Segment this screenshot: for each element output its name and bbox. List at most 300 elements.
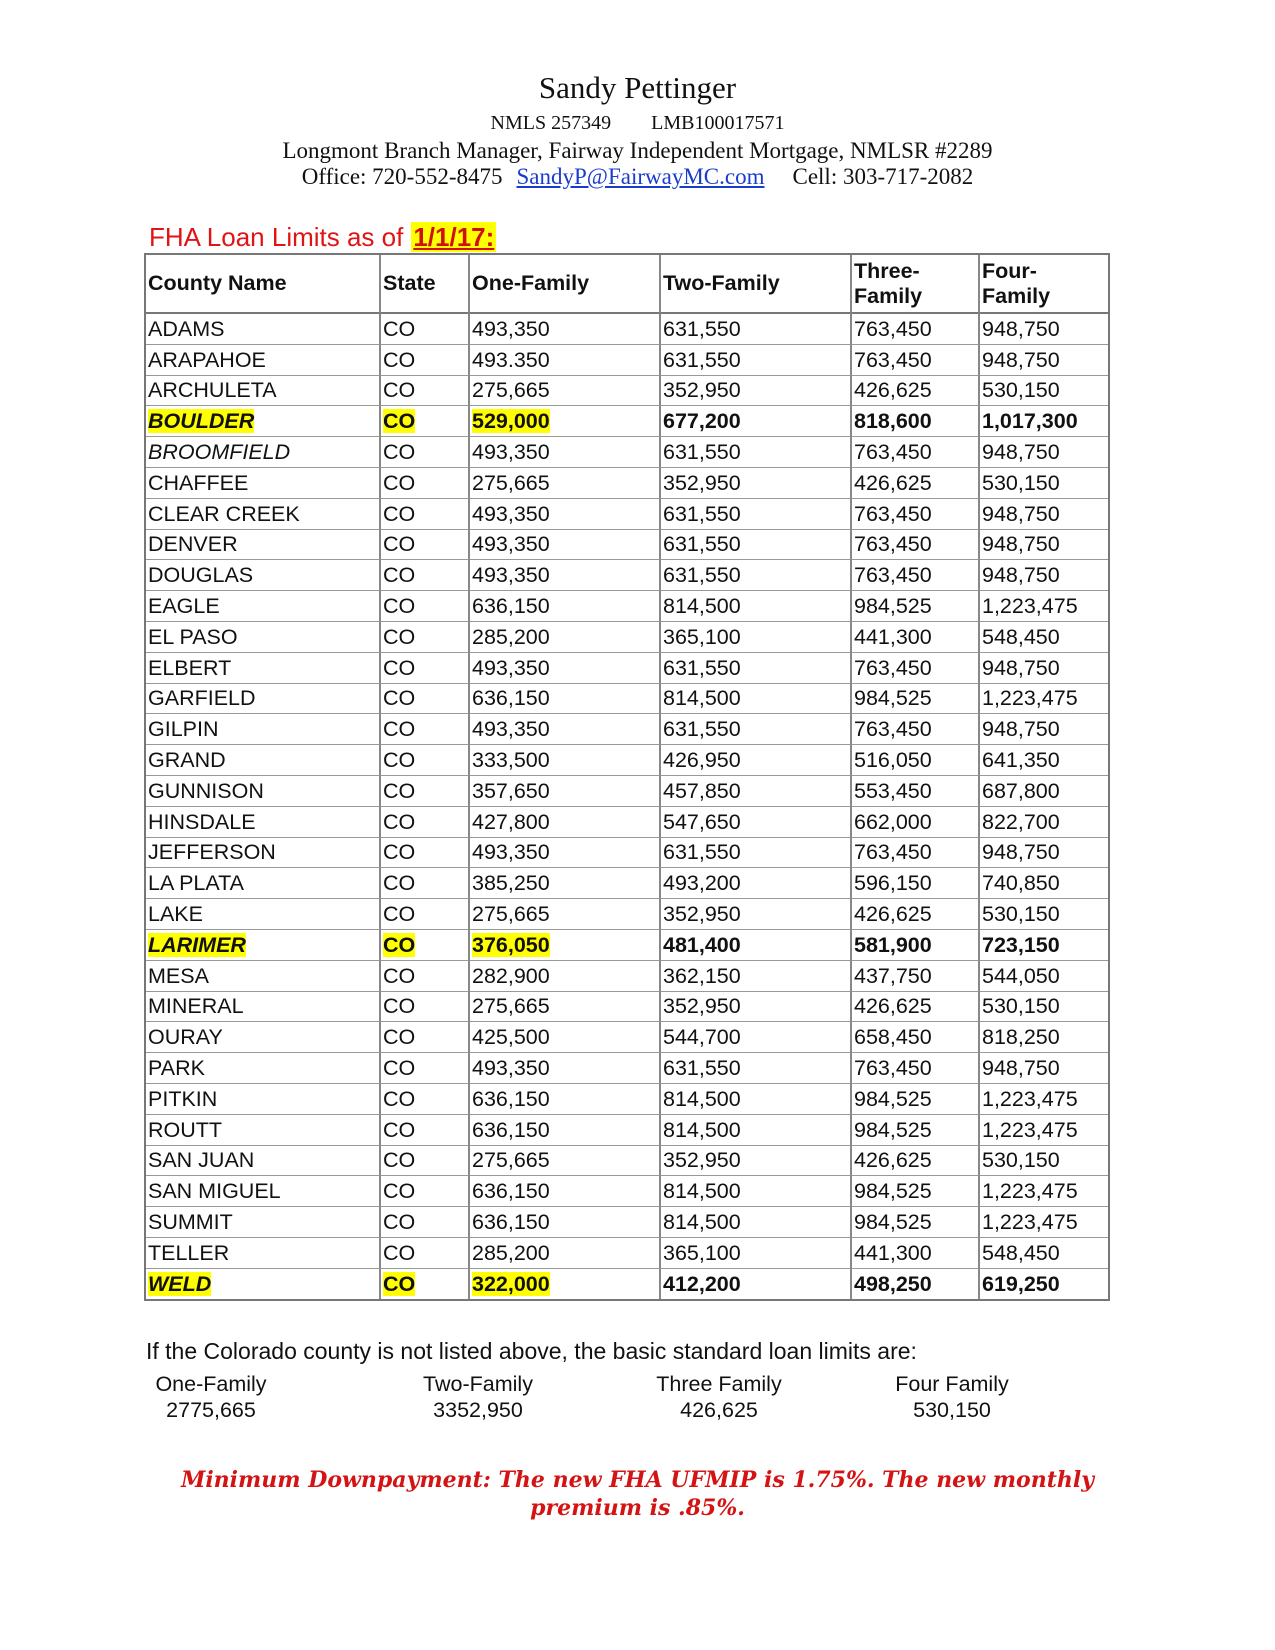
state-cell	[381, 560, 470, 591]
county-cell	[146, 653, 381, 684]
two-family-cell	[661, 807, 852, 838]
three-family-cell	[852, 714, 980, 745]
cell-text: ARCHULETA	[148, 378, 277, 403]
cell-text: 376,050	[472, 932, 550, 957]
cell-text: GARFIELD	[148, 686, 256, 711]
email-link[interactable]: SandyP@FairwayMC.com	[516, 164, 765, 189]
three-family-cell	[852, 1115, 980, 1146]
county-cell	[146, 776, 381, 807]
two-family-cell	[661, 1207, 852, 1238]
one-family-cell	[470, 714, 661, 745]
two-family-cell	[661, 838, 852, 869]
four-family-cell	[980, 314, 1108, 345]
table-row	[146, 314, 1108, 345]
cell-text: ARAPAHOE	[148, 347, 266, 372]
table-row	[146, 807, 1108, 838]
three-family-cell	[852, 1146, 980, 1177]
header-three-family	[852, 255, 980, 314]
cell-text: 385,250	[472, 871, 550, 896]
cell-text: 493,350	[472, 1056, 550, 1081]
one-family-cell	[470, 807, 661, 838]
cell-text: 282,900	[472, 963, 550, 988]
three-family-cell	[852, 345, 980, 376]
three-family-cell	[852, 930, 980, 961]
nmls-number: NMLS 257349	[490, 112, 612, 134]
cell-text: CO	[383, 809, 416, 834]
table-row	[146, 1146, 1108, 1177]
cell-text: 948,750	[982, 840, 1060, 865]
cell-text: TELLER	[148, 1240, 230, 1265]
cell-text: CO	[383, 932, 416, 957]
cell-text: 481,400	[663, 932, 741, 957]
cell-text: 493,350	[472, 563, 550, 588]
cell-text: 984,525	[854, 1117, 932, 1142]
two-family-cell	[661, 345, 852, 376]
cell-text: 619,250	[982, 1271, 1060, 1296]
cell-text: 814,500	[663, 1117, 741, 1142]
cell-text: 285,200	[472, 1240, 550, 1265]
header-four-family	[980, 255, 1108, 314]
cell-text: 948,750	[982, 316, 1060, 341]
cell-text: DENVER	[148, 532, 238, 557]
one-family-cell	[470, 499, 661, 530]
cell-text: ROUTT	[148, 1117, 223, 1142]
county-cell	[146, 468, 381, 499]
cell-text: 984,525	[854, 594, 932, 619]
downpayment-line2: premium is .85%.	[530, 1495, 745, 1521]
license-numbers	[0, 112, 1275, 135]
one-family-cell	[470, 560, 661, 591]
four-family-cell	[980, 776, 1108, 807]
two-family-cell	[661, 622, 852, 653]
cell-text: 529,000	[472, 409, 550, 434]
page-title	[149, 222, 496, 253]
table-row	[146, 1053, 1108, 1084]
cell-text: CO	[383, 316, 416, 341]
cell-text: 631,550	[663, 840, 741, 865]
cell-text: SAN MIGUEL	[148, 1179, 281, 1204]
county-cell	[146, 1238, 381, 1269]
cell-text: 814,500	[663, 1210, 741, 1234]
cell-text: 437,750	[854, 963, 932, 988]
state-cell	[381, 1207, 470, 1238]
cell-text: CO	[383, 1086, 416, 1111]
cell-text: 984,525	[854, 686, 932, 711]
state-cell	[381, 745, 470, 776]
two-family-cell	[661, 961, 852, 992]
four-family-cell	[980, 437, 1108, 468]
state-cell	[381, 345, 470, 376]
two-family-cell	[661, 376, 852, 407]
three-family-cell	[852, 1084, 980, 1115]
cell-text: 636,150	[472, 1179, 550, 1204]
three-family-cell	[852, 314, 980, 345]
three-family-cell	[852, 1022, 980, 1053]
cell-text: 636,150	[472, 1210, 550, 1234]
two-family-cell	[661, 1115, 852, 1146]
table-row	[146, 1115, 1108, 1146]
cell-text: 426,950	[663, 748, 741, 773]
cell-text: 530,150	[982, 378, 1060, 403]
cell-text: 631,550	[663, 563, 741, 588]
header-two-family: Two-Family	[661, 255, 852, 314]
three-family-cell	[852, 468, 980, 499]
one-family-cell	[470, 622, 661, 653]
cell-text: 641,350	[982, 748, 1060, 773]
three-family-cell	[852, 376, 980, 407]
one-family-cell	[470, 653, 661, 684]
header-three-line2: Family	[854, 283, 923, 308]
table-row	[146, 1207, 1108, 1238]
one-family-cell	[470, 776, 661, 807]
table-row	[146, 376, 1108, 407]
county-cell	[146, 1115, 381, 1146]
state-cell	[381, 776, 470, 807]
cell-text: 365,100	[663, 624, 741, 649]
standard-col-four	[877, 1371, 1027, 1423]
cell-text: MINERAL	[148, 994, 244, 1019]
two-family-cell	[661, 530, 852, 561]
two-family-cell	[661, 1146, 852, 1177]
state-cell	[381, 499, 470, 530]
cell-text: GRAND	[148, 748, 226, 773]
cell-text: 596,150	[854, 871, 932, 896]
table-row	[146, 1176, 1108, 1207]
county-cell	[146, 437, 381, 468]
state-cell	[381, 838, 470, 869]
state-cell	[381, 899, 470, 930]
cell-text: 723,150	[982, 932, 1060, 957]
four-family-cell	[980, 684, 1108, 715]
title-text: FHA Loan Limits as of	[149, 222, 404, 252]
county-cell	[146, 1084, 381, 1115]
table-row	[146, 745, 1108, 776]
one-family-cell	[470, 1176, 661, 1207]
two-family-cell	[661, 499, 852, 530]
cell-text: 530,150	[982, 994, 1060, 1019]
cell-text: 948,750	[982, 347, 1060, 372]
one-family-cell	[470, 406, 661, 437]
county-cell	[146, 314, 381, 345]
cell-text: HINSDALE	[148, 809, 256, 834]
one-family-cell	[470, 1146, 661, 1177]
cell-text: CO	[383, 378, 416, 403]
cell-text: 493,350	[472, 440, 550, 465]
county-cell	[146, 745, 381, 776]
cell-text: 763,450	[854, 840, 932, 865]
standard-col-two	[413, 1371, 543, 1423]
cell-text: 814,500	[663, 686, 741, 711]
standard-value: 3352,950	[433, 1398, 523, 1422]
cell-text: CO	[383, 501, 416, 526]
cell-text: 441,300	[854, 1240, 932, 1265]
cell-text: CO	[383, 748, 416, 773]
cell-text: 530,150	[982, 1148, 1060, 1173]
cell-text: 1,223,475	[982, 1179, 1078, 1204]
four-family-cell	[980, 1238, 1108, 1269]
cell-text: CO	[383, 594, 416, 619]
cell-text: LAKE	[148, 902, 203, 927]
two-family-cell	[661, 1238, 852, 1269]
cell-text: 493,200	[663, 871, 741, 896]
three-family-cell	[852, 745, 980, 776]
four-family-cell	[980, 868, 1108, 899]
state-cell	[381, 437, 470, 468]
cell-text: 763,450	[854, 563, 932, 588]
cell-text: 275,665	[472, 378, 550, 403]
cell-text: CO	[383, 440, 416, 465]
county-cell	[146, 1022, 381, 1053]
cell-text: EAGLE	[148, 594, 220, 619]
four-family-cell	[980, 961, 1108, 992]
two-family-cell	[661, 437, 852, 468]
cell-text: 814,500	[663, 594, 741, 619]
cell-text: 548,450	[982, 624, 1060, 649]
two-family-cell	[661, 899, 852, 930]
cell-text: CO	[383, 347, 416, 372]
one-family-cell	[470, 961, 661, 992]
two-family-cell	[661, 560, 852, 591]
one-family-cell	[470, 868, 661, 899]
four-family-cell	[980, 622, 1108, 653]
two-family-cell	[661, 314, 852, 345]
table-row	[146, 1022, 1108, 1053]
one-family-cell	[470, 745, 661, 776]
county-cell	[146, 530, 381, 561]
four-family-cell	[980, 1084, 1108, 1115]
one-family-cell	[470, 314, 661, 345]
three-family-cell	[852, 776, 980, 807]
one-family-cell	[470, 899, 661, 930]
state-cell	[381, 1238, 470, 1269]
county-cell	[146, 1269, 381, 1299]
cell-text: 984,525	[854, 1210, 932, 1234]
county-cell	[146, 376, 381, 407]
table-row	[146, 437, 1108, 468]
cell-text: CO	[383, 409, 416, 434]
standard-value: 426,625	[680, 1398, 758, 1422]
four-family-cell	[980, 560, 1108, 591]
two-family-cell	[661, 653, 852, 684]
cell-text: PITKIN	[148, 1086, 218, 1111]
county-cell	[146, 591, 381, 622]
cell-text: 275,665	[472, 1148, 550, 1173]
cell-text: CO	[383, 871, 416, 896]
state-cell	[381, 1269, 470, 1299]
four-family-cell	[980, 468, 1108, 499]
cell-text: 357,650	[472, 778, 550, 803]
cell-text: 275,665	[472, 470, 550, 495]
state-cell	[381, 992, 470, 1023]
cell-text: DOUGLAS	[148, 563, 254, 588]
cell-text: CO	[383, 563, 416, 588]
cell-text: 553,450	[854, 778, 932, 803]
county-cell	[146, 499, 381, 530]
cell-text: SAN JUAN	[148, 1148, 255, 1173]
cell-text: 631,550	[663, 1056, 741, 1081]
three-family-cell	[852, 560, 980, 591]
cell-text: 948,750	[982, 532, 1060, 557]
cell-text: 544,050	[982, 963, 1060, 988]
cell-text: 763,450	[854, 532, 932, 557]
cell-text: 530,150	[982, 470, 1060, 495]
cell-text: 948,750	[982, 440, 1060, 465]
cell-text: 426,625	[854, 994, 932, 1019]
cell-text: 352,950	[663, 1148, 741, 1173]
county-cell	[146, 714, 381, 745]
cell-text: 412,200	[663, 1271, 741, 1296]
cell-text: MESA	[148, 963, 209, 988]
cell-text: 498,250	[854, 1271, 932, 1296]
cell-text: 636,150	[472, 686, 550, 711]
cell-text: 631,550	[663, 717, 741, 742]
cell-text: SUMMIT	[148, 1210, 233, 1234]
three-family-cell	[852, 1269, 980, 1299]
three-family-cell	[852, 961, 980, 992]
state-cell	[381, 961, 470, 992]
header-four-line2: Family	[982, 283, 1051, 308]
four-family-cell	[980, 530, 1108, 561]
four-family-cell	[980, 899, 1108, 930]
four-family-cell	[980, 745, 1108, 776]
cell-text: 763,450	[854, 717, 932, 742]
cell-text: 493.350	[472, 347, 550, 372]
cell-text: 581,900	[854, 932, 932, 957]
cell-text: 631,550	[663, 440, 741, 465]
three-family-cell	[852, 530, 980, 561]
four-family-cell	[980, 345, 1108, 376]
table-row	[146, 930, 1108, 961]
state-cell	[381, 406, 470, 437]
cell-text: CO	[383, 1117, 416, 1142]
one-family-cell	[470, 838, 661, 869]
table-row	[146, 530, 1108, 561]
cell-text: 441,300	[854, 624, 932, 649]
table-row	[146, 868, 1108, 899]
cell-text: 636,150	[472, 1086, 550, 1111]
one-family-cell	[470, 1238, 661, 1269]
table-row	[146, 345, 1108, 376]
cell-text: CO	[383, 1025, 416, 1050]
four-family-cell	[980, 1022, 1108, 1053]
cell-text: 362,150	[663, 963, 741, 988]
cell-text: CO	[383, 963, 416, 988]
cell-text: 493,350	[472, 717, 550, 742]
cell-text: 322,000	[472, 1271, 550, 1296]
three-family-cell	[852, 838, 980, 869]
county-cell	[146, 1207, 381, 1238]
cell-text: 822,700	[982, 809, 1060, 834]
cell-text: 662,000	[854, 809, 932, 834]
county-cell	[146, 868, 381, 899]
county-cell	[146, 930, 381, 961]
state-cell	[381, 653, 470, 684]
cell-text: 352,950	[663, 378, 741, 403]
three-family-cell	[852, 1176, 980, 1207]
one-family-cell	[470, 1022, 661, 1053]
standard-limits-note: If the Colorado county is not listed above, the basic standard loan limits are:	[146, 1338, 917, 1364]
cell-text: 814,500	[663, 1086, 741, 1111]
cell-text: CO	[383, 902, 416, 927]
county-cell	[146, 345, 381, 376]
cell-text: 631,550	[663, 347, 741, 372]
four-family-cell	[980, 376, 1108, 407]
cell-text: EL PASO	[148, 624, 238, 649]
office-phone: Office: 720-552-8475	[301, 164, 503, 189]
standard-label: Four Family	[895, 1372, 1009, 1396]
cell-text: 547,650	[663, 809, 741, 834]
two-family-cell	[661, 930, 852, 961]
state-cell	[381, 1146, 470, 1177]
cell-text: CO	[383, 532, 416, 557]
one-family-cell	[470, 1207, 661, 1238]
cell-text: OURAY	[148, 1025, 223, 1050]
three-family-cell	[852, 591, 980, 622]
cell-text: 1,223,475	[982, 1210, 1078, 1234]
four-family-cell	[980, 1053, 1108, 1084]
four-family-cell	[980, 1207, 1108, 1238]
standard-value: 530,150	[913, 1398, 991, 1422]
four-family-cell	[980, 1146, 1108, 1177]
header-state: State	[381, 255, 470, 314]
two-family-cell	[661, 745, 852, 776]
three-family-cell	[852, 1207, 980, 1238]
one-family-cell	[470, 992, 661, 1023]
table-row	[146, 468, 1108, 499]
table-header-row	[146, 255, 1108, 314]
county-cell	[146, 1053, 381, 1084]
state-cell	[381, 1115, 470, 1146]
one-family-cell	[470, 1115, 661, 1146]
three-family-cell	[852, 653, 980, 684]
cell-text: 457,850	[663, 778, 741, 803]
header-one-family: One-Family	[470, 255, 661, 314]
cell-text: CO	[383, 624, 416, 649]
three-family-cell	[852, 499, 980, 530]
cell-text: 365,100	[663, 1240, 741, 1265]
cell-text: 677,200	[663, 409, 741, 434]
one-family-cell	[470, 684, 661, 715]
three-family-cell	[852, 899, 980, 930]
cell-text: CO	[383, 1179, 416, 1204]
cell-text: 426,625	[854, 470, 932, 495]
cell-text: 948,750	[982, 563, 1060, 588]
table-row	[146, 406, 1108, 437]
cell-text: 352,950	[663, 470, 741, 495]
cell-text: 763,450	[854, 347, 932, 372]
two-family-cell	[661, 1176, 852, 1207]
loan-limits-table	[144, 253, 1110, 1301]
cell-text: CO	[383, 1271, 416, 1296]
four-family-cell	[980, 591, 1108, 622]
county-cell	[146, 684, 381, 715]
four-family-cell	[980, 1115, 1108, 1146]
cell-text: CO	[383, 717, 416, 742]
cell-text: 425,500	[472, 1025, 550, 1050]
three-family-cell	[852, 992, 980, 1023]
table-row	[146, 776, 1108, 807]
cell-text: 493,350	[472, 840, 550, 865]
three-family-cell	[852, 1053, 980, 1084]
cell-text: 631,550	[663, 316, 741, 341]
cell-text: 818,250	[982, 1025, 1060, 1050]
cell-text: 948,750	[982, 501, 1060, 526]
cell-text: 763,450	[854, 1056, 932, 1081]
cell-text: 426,625	[854, 902, 932, 927]
four-family-cell	[980, 807, 1108, 838]
cell-text: 530,150	[982, 902, 1060, 927]
cell-text: 426,625	[854, 378, 932, 403]
